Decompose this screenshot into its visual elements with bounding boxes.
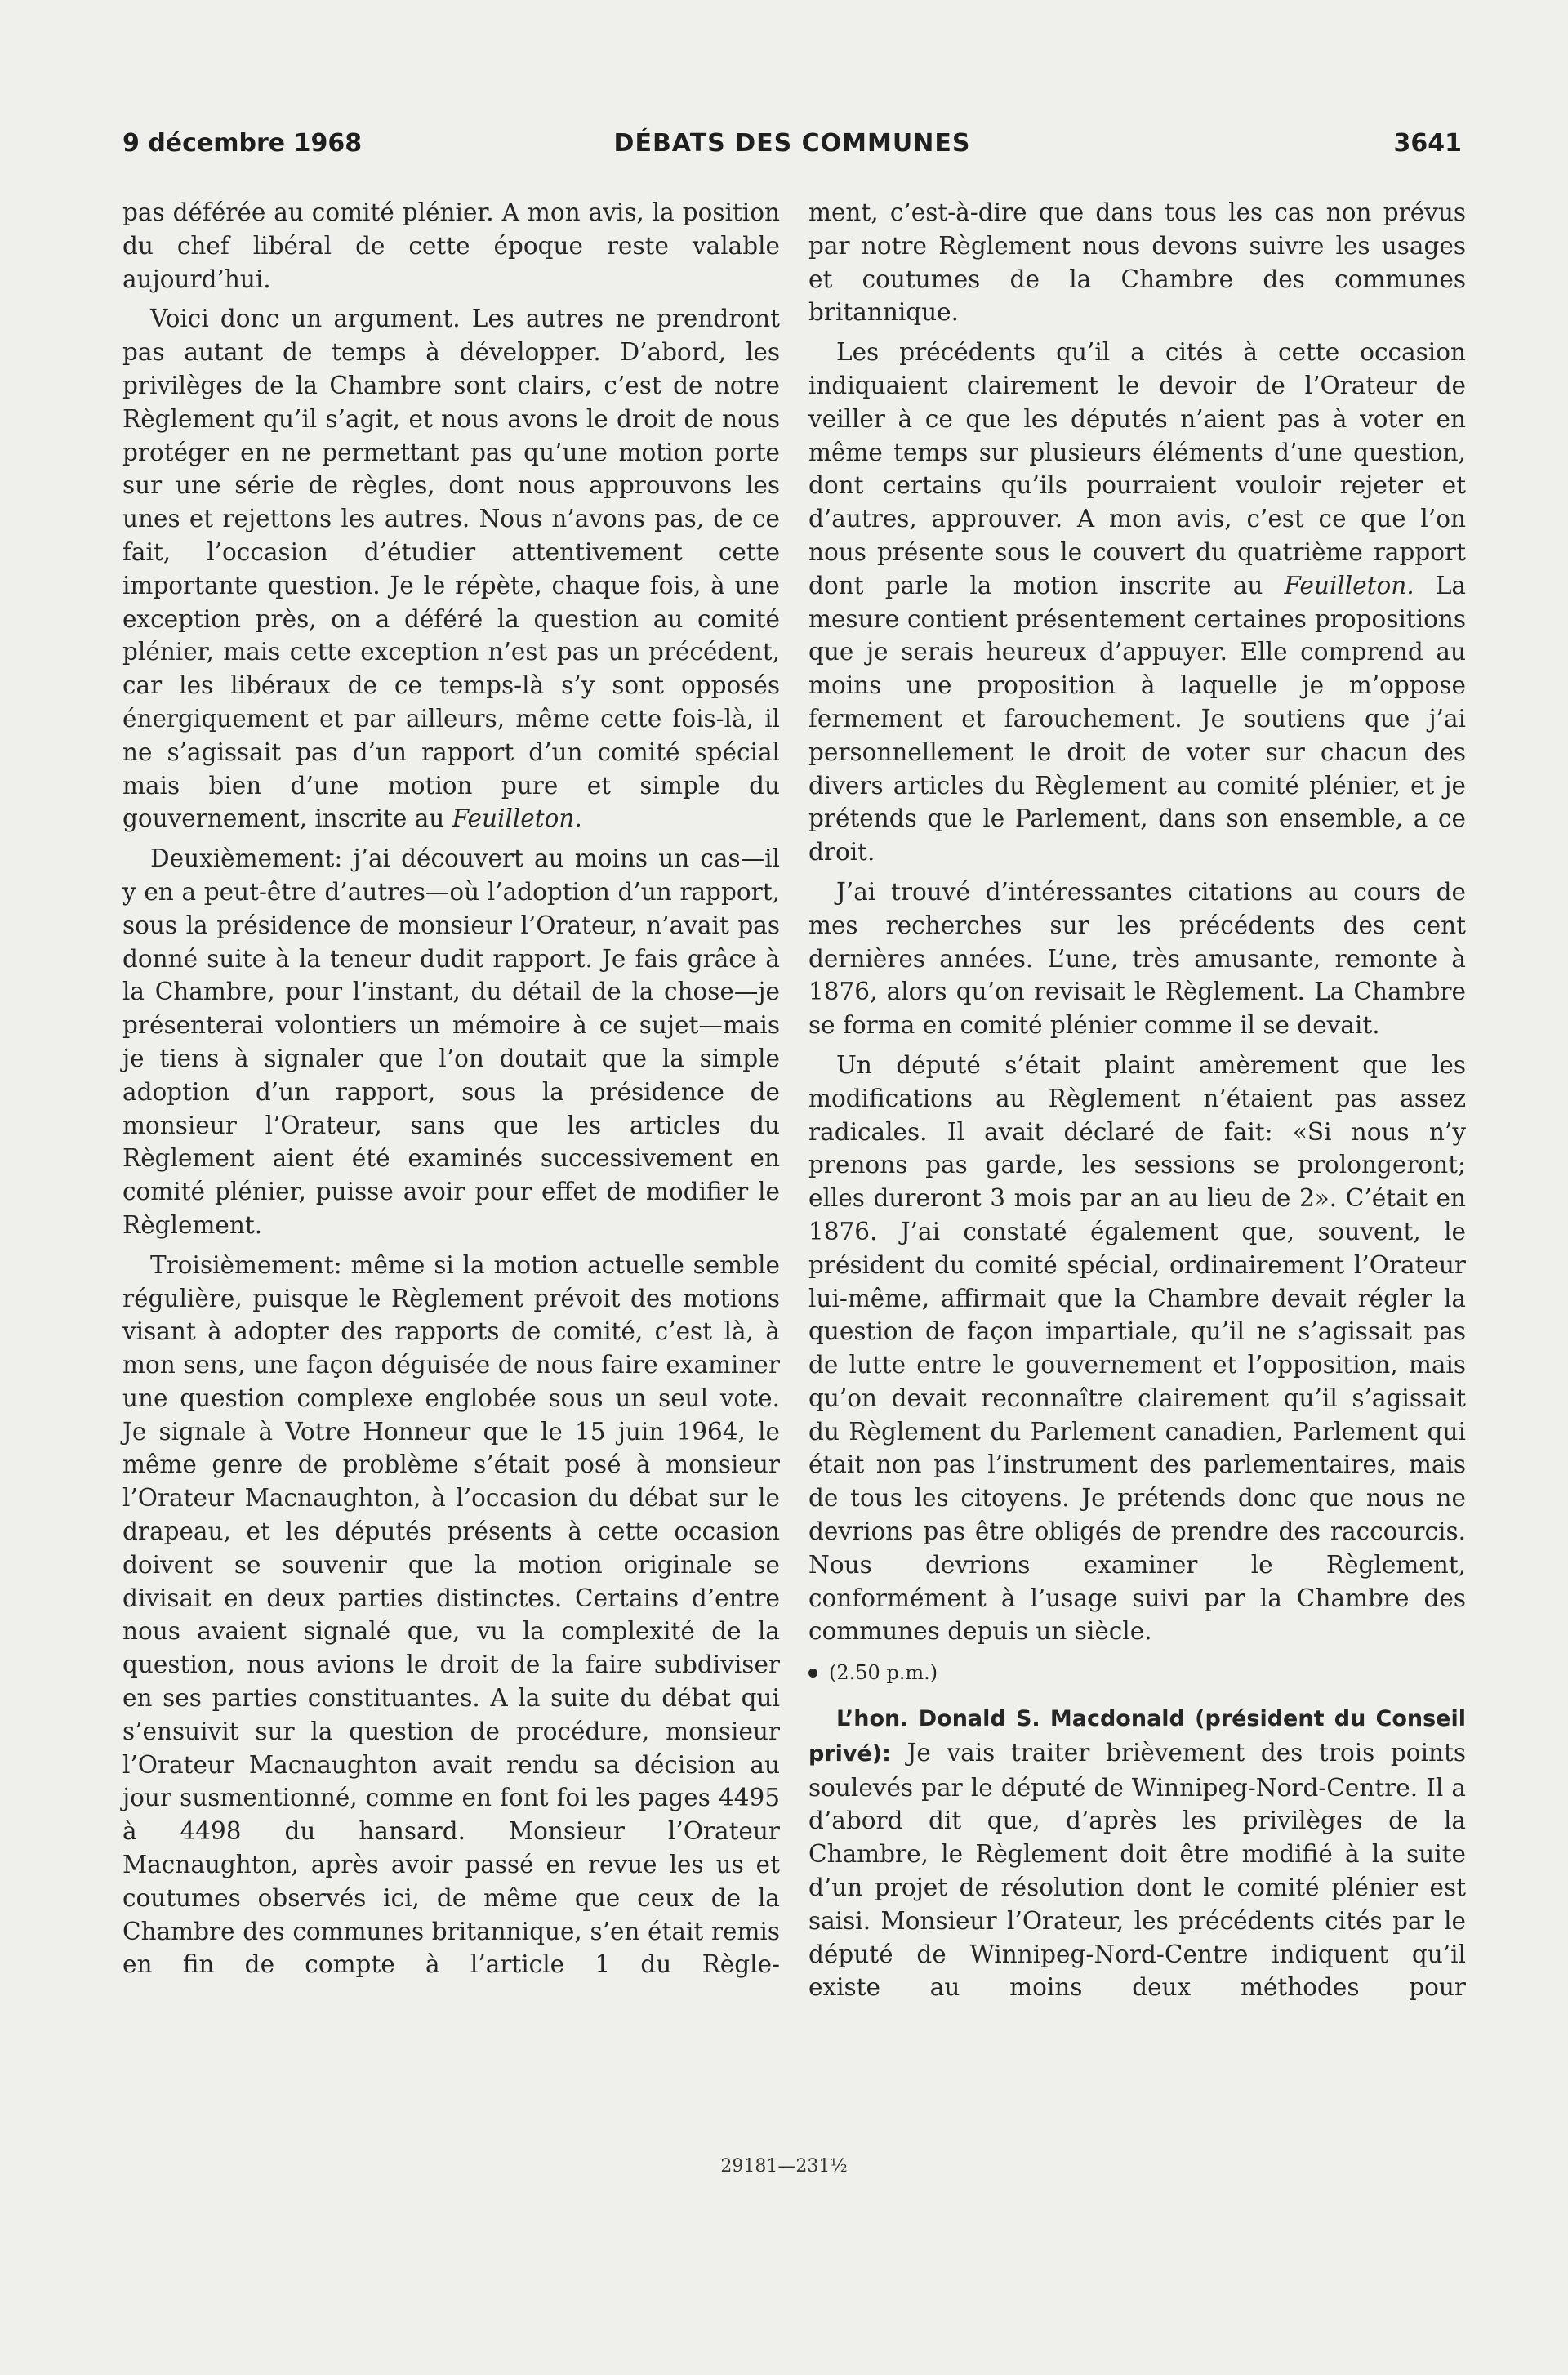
paragraph: Deuxièmement: j’ai découvert au moins un cas—il y en a peut-être d’autres—où l’adoption d’un rapport, sous la présidence de monsieur l’Orateur, n’avait pas donné suite à la teneur dudit rapport. Je fais grâce à la Chambre, pour l’instant, du détail de la chose—je présenterai volontiers un mémoire à ce sujet—mais je tiens à signaler que l’on doutait que la simple adoption d’un rapport, sous la présidence de monsieur l’Orateur, sans que les articles du Règlement aient été examinés successivement en comité plénier, puisse avoir pour effet de modifier le Règlement. (122, 844, 780, 1239)
right-column (808, 196, 1466, 2011)
paragraph: ment, c’est-à-dire que dans tous les cas non prévus par notre Règlement nous devons suivre les usages et coutumes de la Chambre des communes britannique. (808, 198, 1466, 327)
paragraph: Un député s’était plaint amèrement que les modifications au Règlement n’étaient pas assez radicales. Il avait déclaré de fait: «Si nous n’y prenons pas garde, les sessions se prolongeront; elles dureront 3 mois par an au lieu de 2». C’était en 1876. J’ai constaté également que, souvent, le président du comité spécial, ordinairement l’Orateur lui-même, affirmait que la Chambre devait régler la question de façon impartiale, qu’il ne s’agissait pas de lutte entre le gouvernement et l’opposition, mais qu’on devait reconnaître clairement qu’il s’agissait du Règlement du Parlement canadien, Parlement qui était non pas l’instrument des parlementaires, mais de tous les citoyens. Je prétends donc que nous ne devrions pas être obligés de prendre des raccourcis. Nous devrions examiner le Règlement, conformément à l’usage suivi par la Chambre des communes depuis un siècle. (808, 1050, 1466, 1646)
speaker-name: L’hon. Donald S. Macdonald (président du Conseil privé): (808, 1706, 1466, 1767)
timestamp-text: (2.50 p.m.) (829, 1661, 938, 1685)
page-number: 3641 (1393, 129, 1462, 158)
paragraph (122, 302, 780, 835)
paragraph: J’ai trouvé d’intéressantes citations au cours de mes recherches sur les précédents des cent dernières années. L’une, très amusante, remonte à 1876, alors qu’on revisait le Règlement. La Chambre se forma en comité plénier comme il se devait. (808, 877, 1466, 1040)
header-title: DÉBATS DES COMMUNES (613, 129, 971, 158)
paragraph (808, 1701, 1466, 2004)
page-header (122, 129, 1462, 170)
paragraph-text: Voici donc un argument. Les autres ne prendront pas autant de temps à développer. D’abord, les privilèges de la Chambre sont clairs, c’est de notre Règlement qu’il s’agit, et nous avons le droit de nous protéger en ne permettant pas qu’une motion porte sur une série de règles, dont nous approuvons les unes et rejettons les autres. Nous n’avons pas, de ce fait, l’occasion d’étudier attentivement cette importante question. Je le répète, chaque fois, à une exception près, on a déféré la question au comité plénier, mais cette exception n’est pas un précédent, car les libéraux de ce temps-là s’y sont opposés énergiquement et par ailleurs, même cette fois-là, il ne s’agissait pas d’un rapport d’un comité spécial mais bien d’une motion pure et simple du gouvernement, inscrite au (122, 305, 780, 833)
header-date: 9 décembre 1968 (122, 129, 363, 158)
paragraph-text: La mesure contient présentement certaines propositions que je serais heureux d’appuyer. Elle comprend au moins une proposition à laquelle je m’oppose fermement et farouchement. Je soutiens que j’ai personnellement le droit de voter sur chacun des divers articles du Règlement au comité plénier, et je prétends que le Parlement, dans son ensemble, a ce droit. (808, 571, 1466, 867)
paragraph-text: Les précédents qu’il a cités à cette occasion indiquaient clairement le devoir de l’Orateur de veiller à ce que les députés n’aient pas à voter en même temps sur plusieurs éléments d’une question, dont certains qu’ils pourraient vouloir rejeter et d’autres, approuver. A mon avis, c’est ce que l’on nous présente sous le couvert du quatrième rapport dont parle la motion inscrite au (808, 338, 1466, 599)
page-footer-code: 29181—231½ (720, 2156, 848, 2177)
paragraph-text: Je vais traiter brièvement des trois points soulevés par le député de Winnipeg-Nord-Centre. Il a d’abord dit que, d’après les privilèges de la Chambre, le Règlement doit être modifié à la suite d’un projet de résolution dont le comité plénier est saisi. Monsieur l’Orateur, les précédents cités par le député de Winnipeg-Nord-Centre indiquent qu’il existe au moins deux méthodes pour (808, 1738, 1466, 2002)
paragraph: pas déférée au comité plénier. A mon avis, la position du chef libéral de cette époque reste valable aujourd’hui. (122, 198, 780, 293)
paragraph: Troisièmement: même si la motion actuelle semble régulière, puisque le Règlement prévoit des motions visant à adopter des rapports de comité, c’est là, à mon sens, une façon déguisée de nous faire examiner une question complexe englobée sous un seul vote. Je signale à Votre Honneur que le 15 juin 1964, le même genre de problème s’était posé à monsieur l’Orateur Macnaughton, à l’occasion du débat sur le drapeau, et les députés présents à cette occasion doivent se souvenir que la motion originale se divisait en deux parties distinctes. Certains d’entre nous avaient signalé que, vu la complexité de la question, nous avions le droit de la faire subdiviser en ses parties constituantes. A la suite du débat qui s’ensuivit sur la question de procédure, monsieur l’Orateur Macnaughton avait rendu sa décision au jour susmentionné, comme en font foi les pages 4495 à 4498 du hansard. Monsieur l’Orateur Macnaughton, après avoir passé en revue les us et coutumes observés ici, de même que ceux de la Chambre des communes britannique, s’en était remis en fin de compte à l’article 1 du Règle- (122, 1250, 780, 1979)
left-column (122, 196, 780, 1988)
italic-text: Feuilleton. (1284, 571, 1414, 599)
timestamp (808, 1656, 1466, 1690)
bullet-icon (808, 1669, 817, 1678)
paragraph (808, 336, 1466, 869)
italic-text: Feuilleton. (452, 804, 582, 833)
